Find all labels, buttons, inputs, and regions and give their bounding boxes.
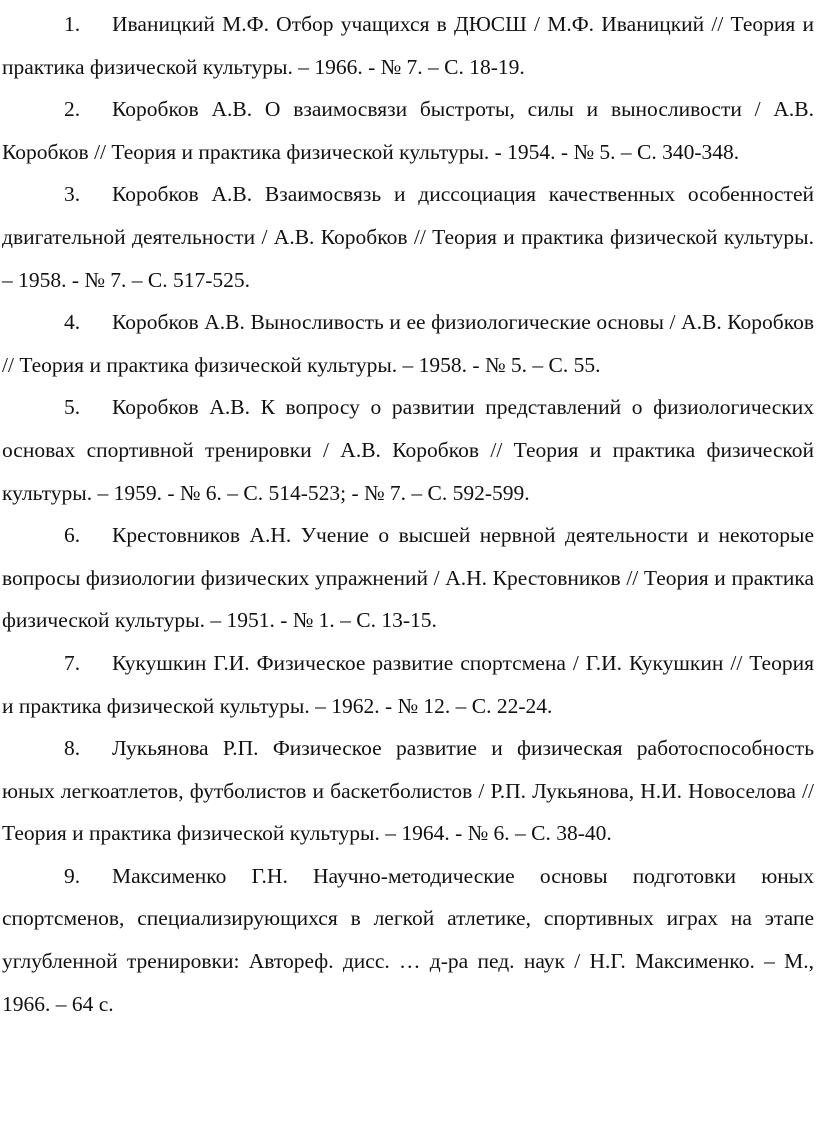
reference-number: 6. [64, 523, 81, 548]
reference-item-3 [2, 173, 814, 301]
reference-item-5 [2, 386, 814, 514]
reference-item-6 [2, 514, 814, 642]
reference-text: Иваницкий М.Ф. Отбор учащихся в ДЮСШ / М.Ф. Иваницкий // Теория и практика физической культуры. – 1966. - № 7. – С. 18-19. [2, 12, 814, 79]
reference-text: Коробков А.В. Выносливость и ее физиологические основы / А.В. Коробков // Теория и практика физической культуры. – 1958. - № 5. – С. 55. [2, 310, 814, 377]
reference-text: Коробков А.В. Взаимосвязь и диссоциация качественных особенностей двигательной деятельности / А.В. Коробков // Теория и практика физической культуры. – 1958. - № 7. – С. 517-525. [2, 182, 814, 292]
reference-item-8 [2, 727, 814, 855]
reference-item-9 [2, 855, 814, 1025]
reference-text: Лукьянова Р.П. Физическое развитие и физическая работоспособность юных легкоатлетов, футболистов и баскетболистов / Р.П. Лукьянова, Н.И. Новоселова // Теория и практика физической культуры. – 1964. - № 6. – С. 38-40. [2, 736, 814, 846]
reference-item-1 [2, 3, 814, 88]
reference-text: Коробков А.В. О взаимосвязи быстроты, силы и выносливости / А.В. Коробков // Теория и практика физической культуры. - 1954. - № 5. – С. 340-348. [2, 97, 814, 164]
reference-item-4 [2, 301, 814, 386]
reference-number: 2. [64, 97, 81, 122]
reference-number: 3. [64, 182, 81, 207]
reference-number: 7. [64, 650, 81, 675]
reference-item-7 [2, 642, 814, 727]
reference-item-2 [2, 88, 814, 173]
reference-text: Кукушкин Г.И. Физическое развитие спортсмена / Г.И. Кукушкин // Теория и практика физической культуры. – 1962. - № 12. – С. 22-24. [2, 650, 814, 718]
reference-number: 4. [64, 310, 81, 335]
reference-number: 8. [64, 736, 81, 761]
reference-number: 5. [64, 395, 81, 420]
reference-number: 9. [64, 863, 81, 888]
reference-text: Коробков А.В. К вопросу о развитии представлений о физиологических основах спортивной тренировки / А.В. Коробков // Теория и практика физической культуры. – 1959. - № 6. – С. 514-523; - № 7. – С. 592-599. [2, 395, 814, 505]
reference-text: Максименко Г.Н. Научно-методические основы подготовки юных спортсменов, специализирующихся в легкой атлетике, спортивных играх на этапе углубленной тренировки: Автореф. дисс. … д-ра пед. наук / Н.Г. Максименко. – М., 1966. – 64 с. [2, 863, 814, 1016]
reference-text: Крестовников А.Н. Учение о высшей нервной деятельности и некоторые вопросы физиологии физических упражнений / А.Н. Крестовников // Теория и практика физической культуры. – 1951. - № 1. – С. 13-15. [2, 523, 814, 633]
reference-number: 1. [64, 12, 81, 36]
